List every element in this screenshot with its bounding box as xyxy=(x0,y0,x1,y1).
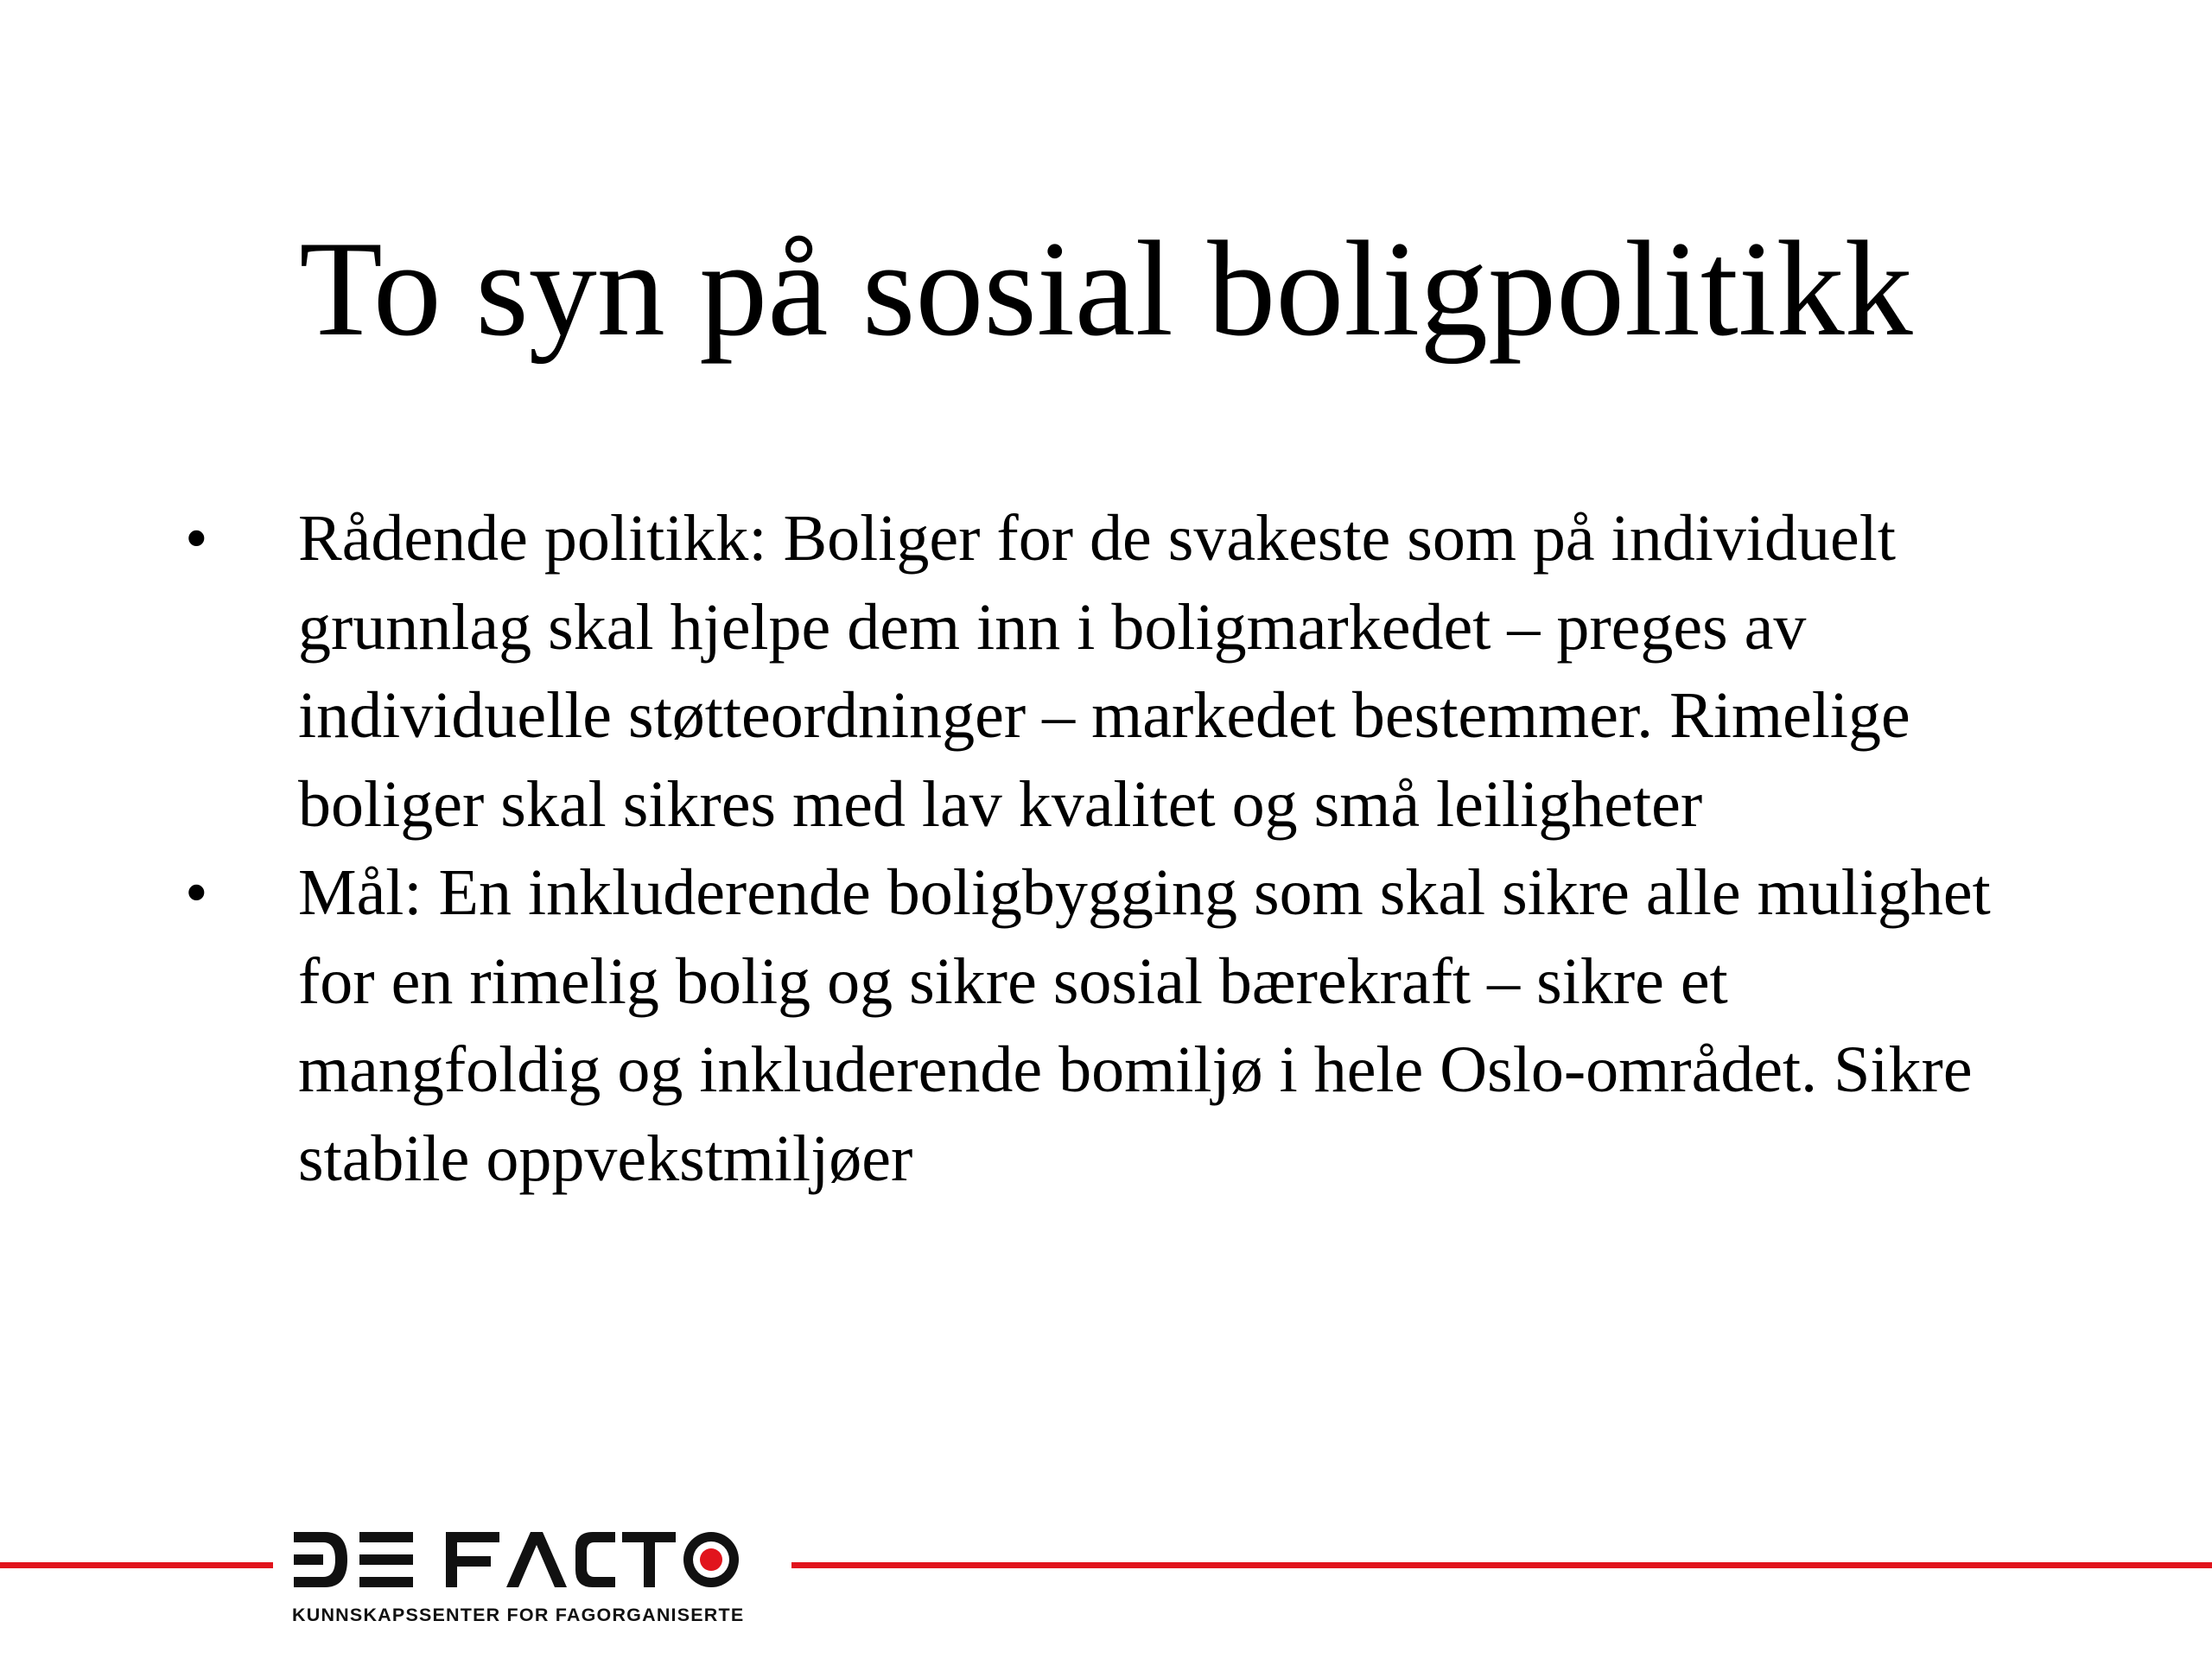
slide-title: To syn på sosial boligpolitikk xyxy=(299,213,1913,365)
bullet-item xyxy=(0,849,2026,1203)
bullet-marker: • xyxy=(185,856,208,929)
bullet-list xyxy=(0,494,2212,1203)
de-facto-logo xyxy=(273,1516,791,1637)
de-facto-logo-mark xyxy=(273,1516,791,1603)
bullet-text: Mål: En inkluderende boligbygging som skal sikre alle mulighet for en rimelig bolig og sikre sosial bærekraft – sikre et mangfoldig og inkluderende bomiljø i hele Oslo-området. Sikre stabile oppvekstmiljøer xyxy=(298,856,1991,1195)
bullet-item xyxy=(0,494,2026,849)
bullet-text: Rådende politikk: Boliger for de svakeste som på individuelt grunnlag skal hjelpe dem inn i boligmarkedet – preges av individuelle støtteordninger – markedet bestemmer. Rimelige boliger skal sikres med lav kvalitet og små leiligheter xyxy=(298,502,1910,841)
bullet-marker: • xyxy=(185,502,208,575)
logo-tagline: KUNNSKAPSSENTER FOR FAGORGANISERTE xyxy=(292,1605,745,1625)
